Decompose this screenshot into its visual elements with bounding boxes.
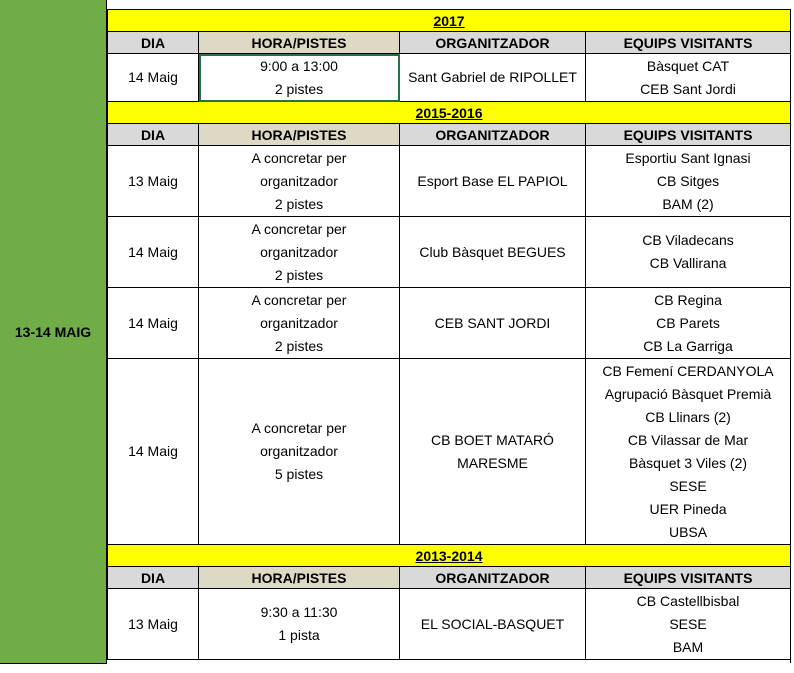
- cell-equips[interactable]: [586, 217, 791, 288]
- cell-line: Club Bàsquet BEGUES: [419, 243, 566, 260]
- side-date-label[interactable]: 13-14 MAIG: [0, 0, 107, 664]
- cell-line: Sant Gabriel de RIPOLLET: [408, 69, 577, 85]
- cell-line: 9:30 a 11:30: [260, 604, 338, 620]
- header-equips[interactable]: EQUIPS VISITANTS: [586, 124, 791, 146]
- table-row: [108, 359, 791, 545]
- cell-equips[interactable]: [586, 146, 791, 217]
- cell-line: 1 pista: [278, 627, 320, 643]
- cell-equips[interactable]: [586, 288, 791, 359]
- cell-line: CB Llinars (2): [645, 408, 731, 425]
- cell-line: organitzador: [260, 172, 338, 189]
- section-year-row: [108, 10, 791, 32]
- cell-line: Esportiu Sant Ignasi: [625, 149, 751, 166]
- cell-line: CB La Garriga: [643, 337, 733, 354]
- cell-line: organitzador: [260, 443, 338, 459]
- cell-line: A concretar per: [251, 220, 347, 237]
- table-row: [108, 146, 791, 217]
- cell-equips[interactable]: [586, 589, 791, 660]
- cell-line: Bàsquet CAT: [646, 57, 730, 74]
- header-organitzador[interactable]: ORGANITZADOR: [400, 567, 586, 589]
- header-hora[interactable]: HORA/PISTES: [199, 124, 400, 146]
- cell-line: UER Pineda: [649, 500, 727, 517]
- cell-line: CEB SANT JORDI: [434, 314, 551, 331]
- cell-dia[interactable]: 14 Maig: [108, 54, 199, 102]
- cell-line: A concretar per: [251, 149, 347, 166]
- cell-line: CB Vallirana: [649, 255, 727, 271]
- cell-line: 2 pistes: [274, 266, 324, 283]
- cell-organitzador[interactable]: [400, 589, 586, 660]
- cell-line: organitzador: [260, 314, 338, 331]
- cell-line: UBSA: [668, 523, 708, 540]
- cell-hora[interactable]: [199, 288, 400, 359]
- cell-hora[interactable]: [199, 54, 400, 102]
- cell-organitzador[interactable]: [400, 217, 586, 288]
- cell-line: organitzador: [260, 243, 338, 260]
- cell-line: CB BOET MATARÓ: [431, 431, 554, 448]
- cell-line: A concretar per: [251, 420, 347, 436]
- cell-hora[interactable]: [199, 589, 400, 660]
- header-hora[interactable]: HORA/PISTES: [199, 567, 400, 589]
- cell-line: EL SOCIAL-BASQUET: [420, 615, 565, 632]
- header-organitzador[interactable]: ORGANITZADOR: [400, 32, 586, 54]
- section-year-row: [108, 102, 791, 124]
- header-organitzador[interactable]: ORGANITZADOR: [400, 124, 586, 146]
- cell-line: Agrupació Bàsquet Premià: [604, 385, 772, 402]
- cell-equips[interactable]: [586, 359, 791, 545]
- cell-hora[interactable]: [199, 217, 400, 288]
- cell-dia[interactable]: 13 Maig: [108, 589, 199, 660]
- cell-line: 5 pistes: [274, 466, 324, 482]
- header-row: [108, 32, 791, 54]
- schedule-table: [107, 9, 791, 660]
- cell-line: MARESME: [457, 454, 528, 471]
- cell-line: 2 pistes: [274, 195, 324, 212]
- cell-dia[interactable]: 14 Maig: [108, 359, 199, 545]
- cell-organitzador[interactable]: [400, 359, 586, 545]
- section-year-row: [108, 545, 791, 567]
- cell-line: Esport Base EL PAPIOL: [417, 172, 568, 189]
- cell-organitzador[interactable]: [400, 54, 586, 102]
- cell-line: BAM: [672, 638, 704, 655]
- cell-line: CB Parets: [656, 314, 720, 331]
- table-right-border: [790, 9, 791, 663]
- header-equips[interactable]: EQUIPS VISITANTS: [586, 32, 791, 54]
- header-dia[interactable]: DIA: [108, 32, 199, 54]
- table-row: [108, 589, 791, 660]
- cell-organitzador[interactable]: [400, 146, 586, 217]
- header-dia[interactable]: DIA: [108, 124, 199, 146]
- cell-line: BAM (2): [662, 195, 714, 212]
- table-row: [108, 288, 791, 359]
- cell-line: SESE: [669, 477, 707, 494]
- cell-line: CB Vilassar de Mar: [627, 431, 749, 448]
- header-equips[interactable]: EQUIPS VISITANTS: [586, 567, 791, 589]
- header-row: [108, 567, 791, 589]
- cell-dia[interactable]: 13 Maig: [108, 146, 199, 217]
- cell-line: CB Sitges: [656, 172, 720, 189]
- table-row: [108, 217, 791, 288]
- header-row: [108, 124, 791, 146]
- header-hora[interactable]: HORA/PISTES: [199, 32, 400, 54]
- cell-line: 2 pistes: [274, 337, 324, 354]
- cell-line: CB Viladecans: [642, 232, 734, 248]
- cell-equips[interactable]: [586, 54, 791, 102]
- cell-line: CB Femení CERDANYOLA: [602, 362, 774, 379]
- cell-line: 9:00 a 13:00: [260, 57, 338, 74]
- table-row: [108, 54, 791, 102]
- cell-line: Bàsquet 3 Viles (2): [629, 454, 748, 471]
- cell-dia[interactable]: 14 Maig: [108, 288, 199, 359]
- section-year[interactable]: 2015-2016: [108, 102, 791, 124]
- cell-hora[interactable]: [199, 359, 400, 545]
- header-dia[interactable]: DIA: [108, 567, 199, 589]
- cell-line: CEB Sant Jordi: [640, 80, 736, 97]
- section-year[interactable]: 2013-2014: [108, 545, 791, 567]
- cell-line: A concretar per: [251, 291, 347, 308]
- cell-line: CB Castellbisbal: [636, 592, 740, 609]
- cell-line: SESE: [669, 615, 707, 632]
- cell-line: 2 pistes: [274, 80, 324, 97]
- cell-line: CB Regina: [654, 291, 722, 308]
- section-year[interactable]: 2017: [108, 10, 791, 32]
- cell-hora[interactable]: [199, 146, 400, 217]
- cell-dia[interactable]: 14 Maig: [108, 217, 199, 288]
- cell-organitzador[interactable]: [400, 288, 586, 359]
